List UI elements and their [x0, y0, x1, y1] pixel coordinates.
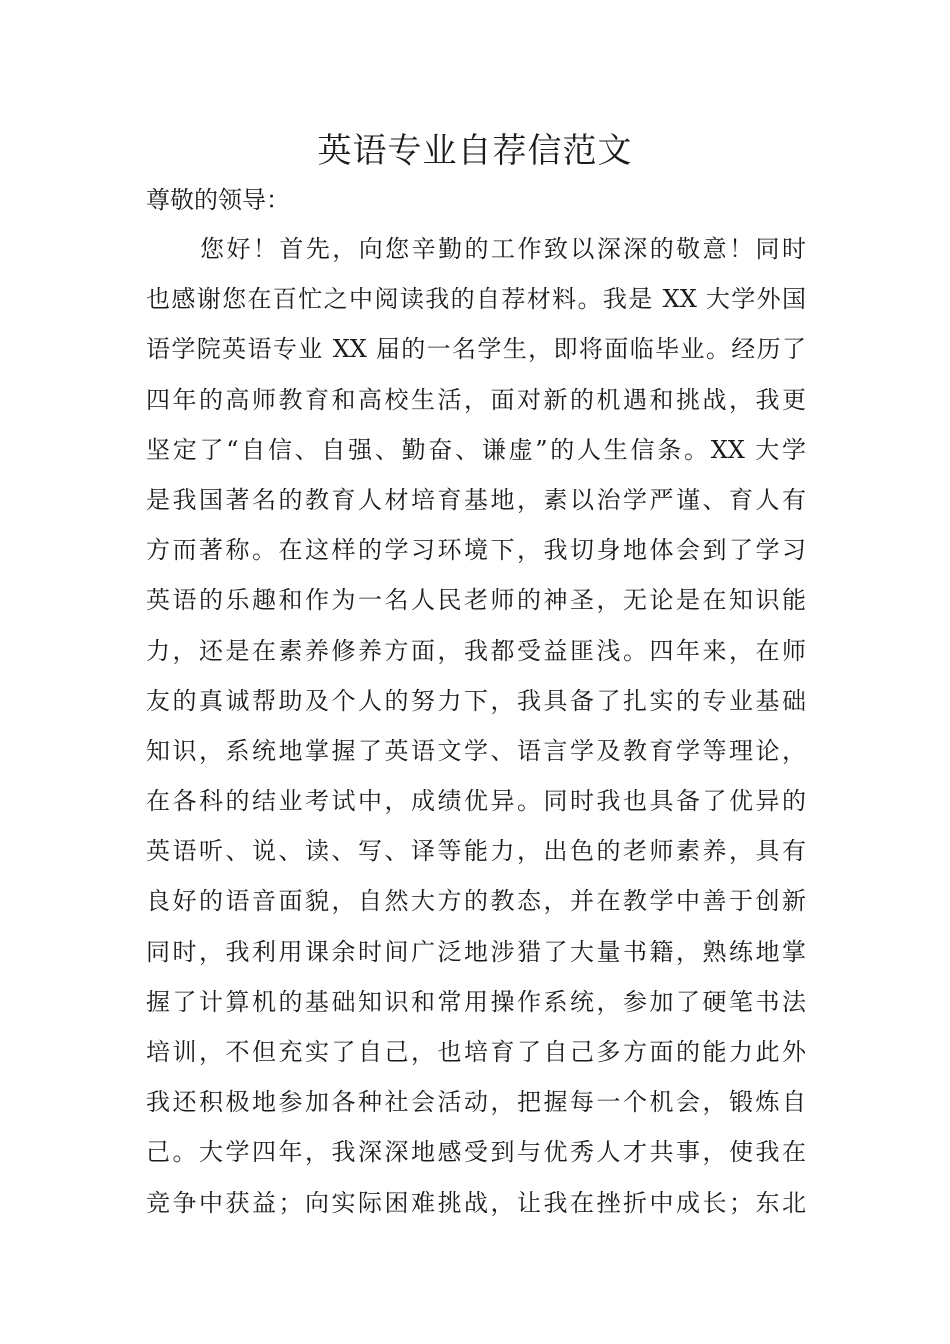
- body-line: 语学院英语专业 XX 届的一名学生，即将面临毕业。经历了: [146, 335, 806, 364]
- body-line: 在各科的结业考试中，成绩优异。同时我也具备了优异的: [146, 787, 806, 816]
- body-line: 您好！首先，向您辛勤的工作致以深深的敬意！同时: [200, 235, 806, 263]
- body-line: 己。大学四年，我深深地感受到与优秀人才共事，使我在: [146, 1138, 806, 1167]
- body-line: 培训，不但充实了自己，也培育了自己多方面的能力此外: [146, 1038, 806, 1066]
- letter-body: [146, 224, 806, 1228]
- salutation: 尊敬的领导：: [146, 186, 290, 214]
- document-title: 英语专业自荐信范文: [317, 131, 633, 171]
- body-line: 英语听、说、读、写、译等能力，出色的老师素养，具有: [146, 837, 806, 866]
- body-line: 四年的高师教育和高校生活，面对新的机遇和挑战，我更: [146, 385, 806, 414]
- body-line: 良好的语音面貌，自然大方的教态，并在教学中善于创新: [146, 887, 806, 916]
- body-line: 竞争中获益；向实际困难挑战，让我在挫折中成长；东北: [146, 1188, 806, 1217]
- body-line: 知识，系统地掌握了英语文学、语言学及教育学等理论，: [146, 736, 806, 765]
- body-line: 友的真诚帮助及个人的努力下，我具备了扎实的专业基础: [146, 686, 806, 715]
- body-line: 我还积极地参加各种社会活动，把握每一个机会，锻炼自: [146, 1088, 806, 1117]
- body-line: 英语的乐趣和作为一名人民老师的神圣，无论是在知识能: [146, 586, 806, 615]
- body-line: 同时，我利用课余时间广泛地涉猎了大量书籍，熟练地掌: [146, 937, 806, 966]
- body-line: 坚定了“自信、自强、勤奋、谦虚”的人生信条。XX 大学: [146, 435, 806, 464]
- body-line: 方而著称。在这样的学习环境下，我切身地体会到了学习: [146, 536, 806, 565]
- body-line: 握了计算机的基础知识和常用操作系统，参加了硬笔书法: [146, 987, 806, 1016]
- body-line: 是我国著名的教育人材培育基地，素以治学严谨、育人有: [146, 485, 806, 514]
- body-line: 力，还是在素养修养方面，我都受益匪浅。四年来，在师: [146, 636, 806, 665]
- body-line: 也感谢您在百忙之中阅读我的自荐材料。我是 XX 大学外国: [146, 285, 806, 314]
